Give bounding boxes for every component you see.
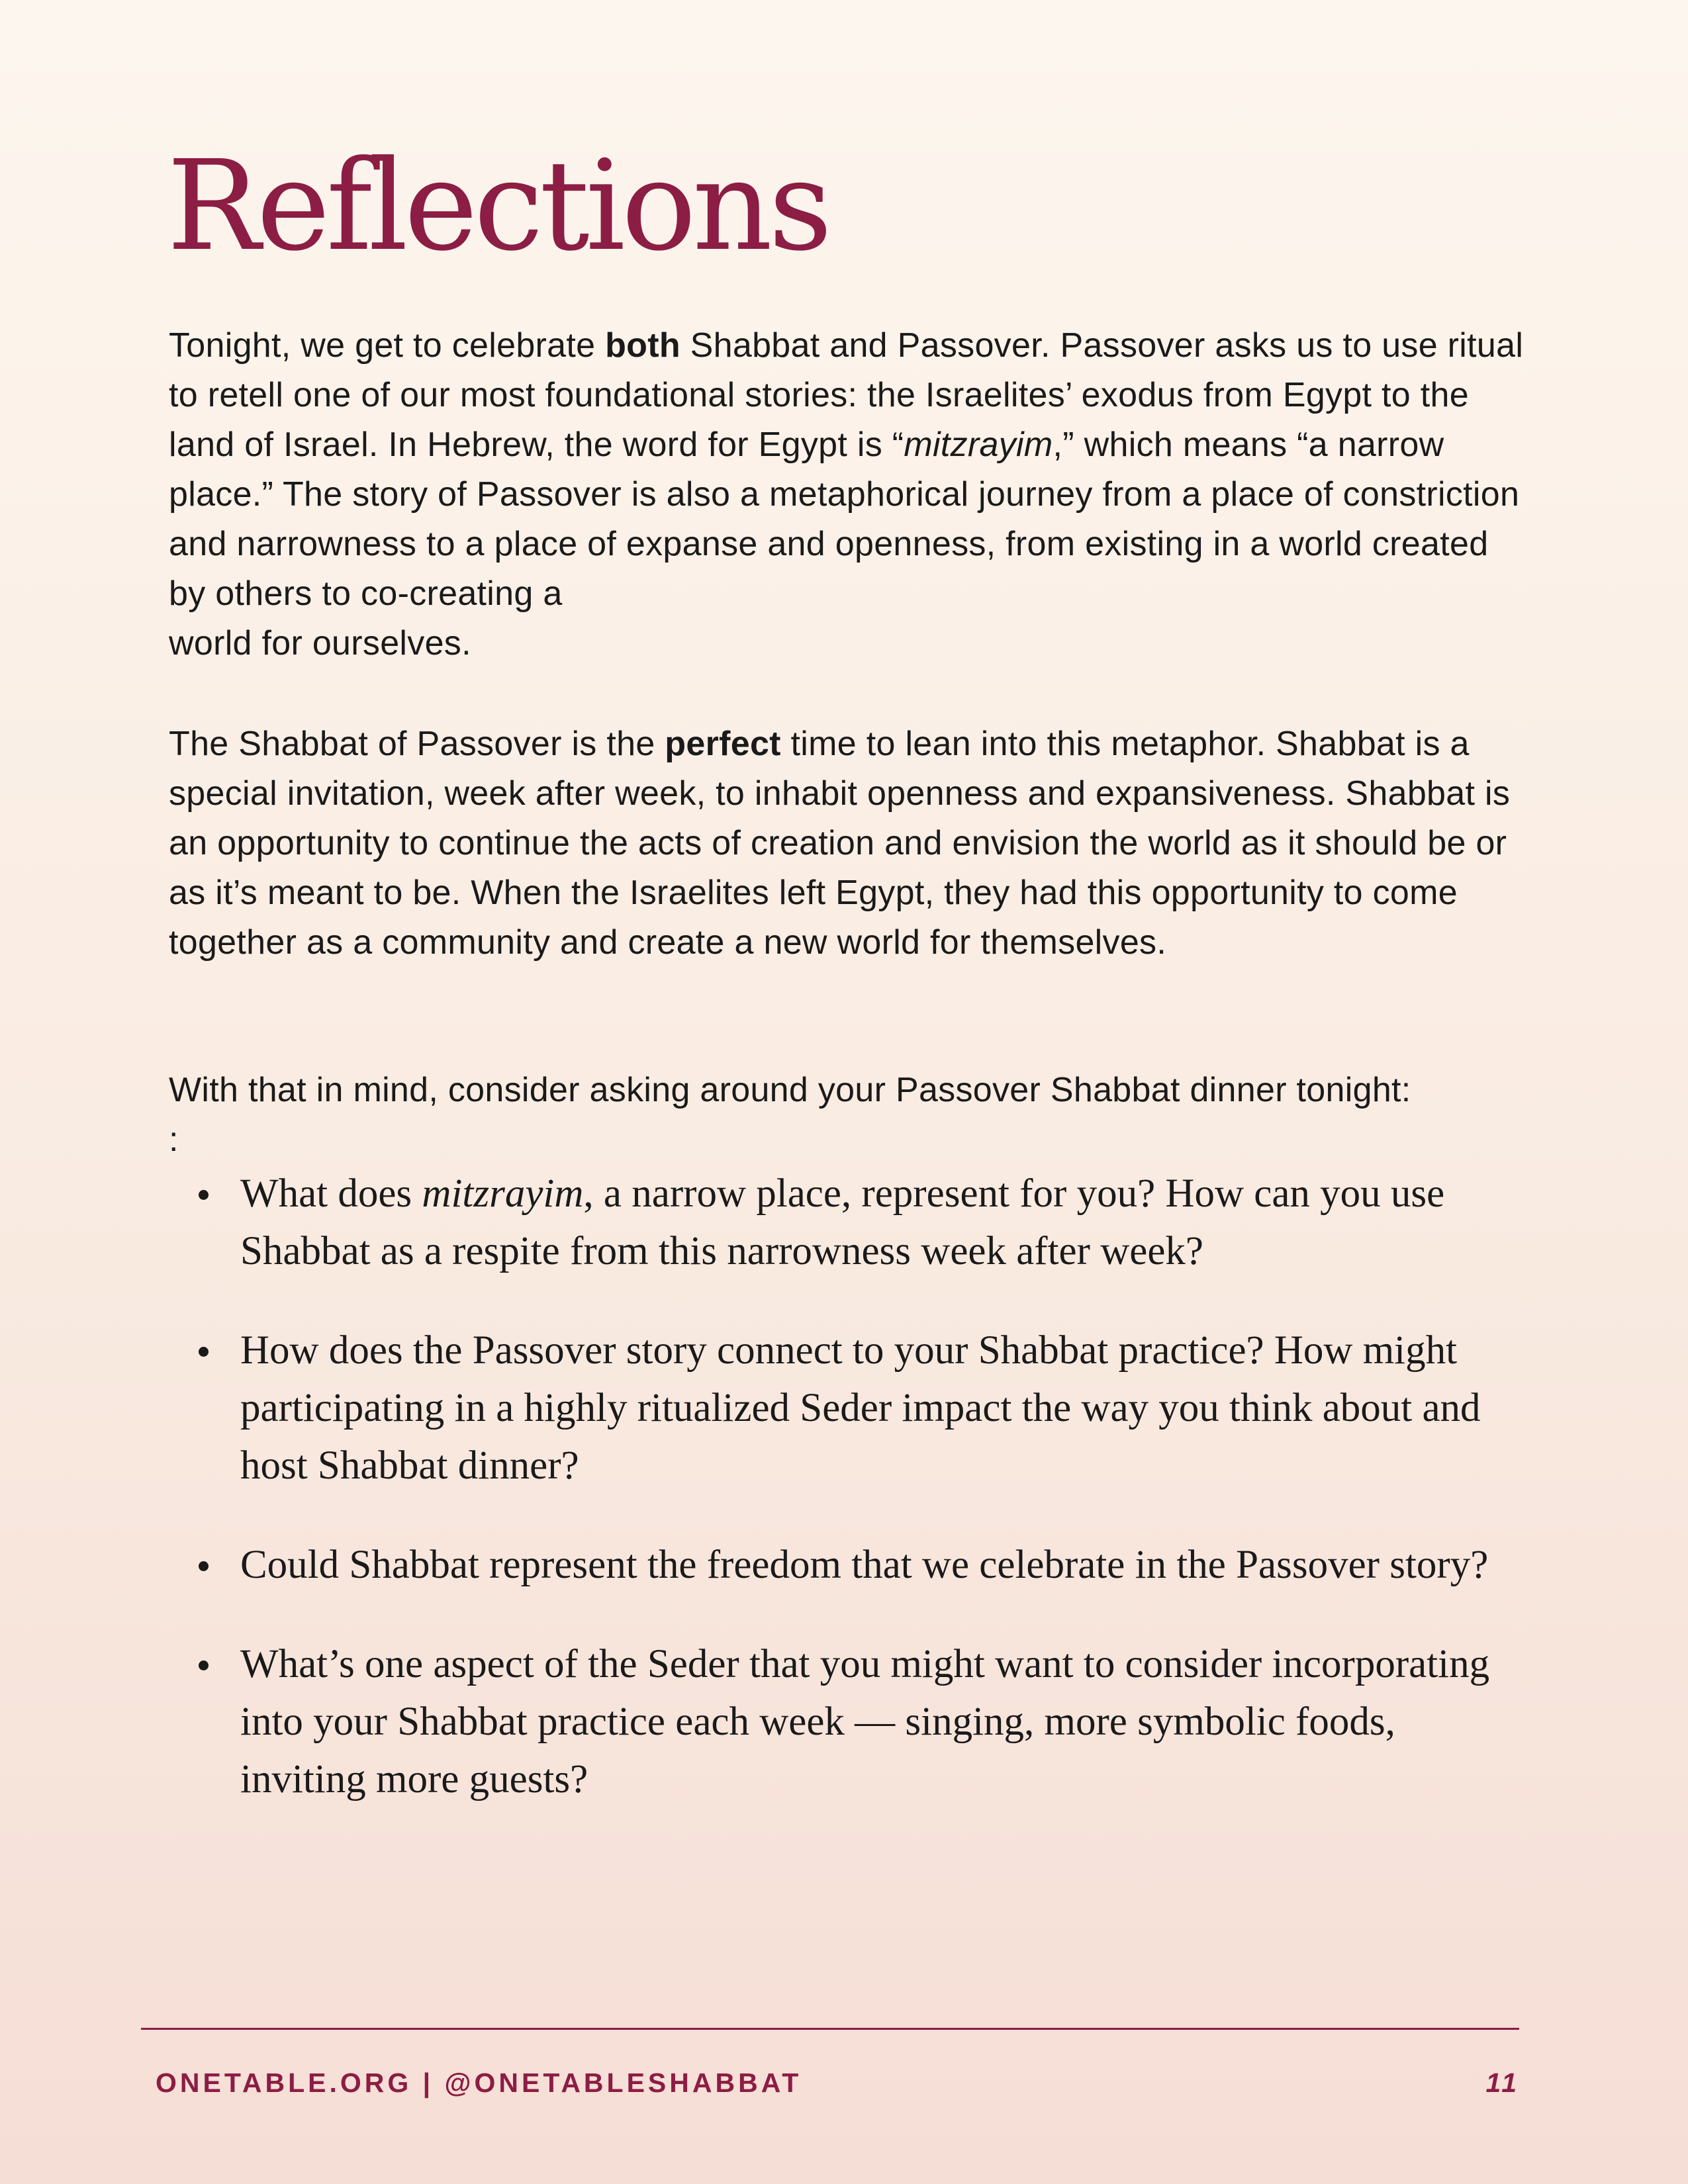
trailing-colon: : bbox=[169, 1120, 179, 1159]
emphasis-bold: perfect bbox=[665, 725, 781, 763]
bullet-icon bbox=[199, 1190, 209, 1200]
question-text: What’s one aspect of the Seder that you might want to consider incorporating into your Shabbat practice each week — singing, more symbolic foods, inviting more guests? bbox=[240, 1642, 1490, 1801]
reflection-questions-list bbox=[199, 1165, 1516, 1808]
bullet-icon bbox=[199, 1347, 209, 1357]
page-number: 11 bbox=[1485, 2068, 1519, 2098]
emphasis-bold: both bbox=[605, 326, 680, 365]
paragraph-text: world for ourselves. bbox=[169, 624, 471, 662]
list-item bbox=[199, 1322, 1516, 1494]
prompt-paragraph bbox=[169, 1066, 1532, 1165]
question-text: What does bbox=[240, 1171, 422, 1216]
bullet-icon bbox=[199, 1661, 209, 1670]
list-item bbox=[199, 1165, 1516, 1280]
question-text: How does the Passover story connect to your Shabbat practice? How might participating in a highly ritualized Seder impact the way you think about and host Shabbat dinner? bbox=[240, 1328, 1481, 1488]
list-item bbox=[199, 1635, 1516, 1808]
paragraph-text: Tonight, we get to celebrate bbox=[169, 326, 606, 365]
intro-paragraph bbox=[169, 321, 1532, 668]
emphasis-italic: mitzrayim bbox=[904, 426, 1053, 464]
paragraph-text: ,” which means “a narrow place.” The story of Passover is also a metaphorical journey from a place of constriction and narrowness to a place of expanse and openness, from existing in a world created by others to co-creating a bbox=[169, 426, 1520, 613]
metaphor-paragraph bbox=[169, 719, 1532, 968]
paragraph-text: The Shabbat of Passover is the bbox=[169, 725, 665, 763]
bullet-icon bbox=[199, 1561, 209, 1571]
paragraph-text: time to lean into this metaphor. Shabbat is a special invitation, week after week, to inhabit openness and expansiveness. Shabbat is an opportunity to continue the acts of creation and envision the world as it should be or as it’s meant to be. When the Israelites left Egypt, they had this opportunity to come together as a community and create a new world for themselves. bbox=[169, 725, 1511, 962]
question-text: , a narrow place, represent for you? How can you use Shabbat as a respite from this narrowness week after week? bbox=[240, 1171, 1445, 1273]
question-text: Could Shabbat represent the freedom that we celebrate in the Passover story? bbox=[240, 1543, 1489, 1587]
footer-divider bbox=[141, 2028, 1519, 2030]
footer-site-link[interactable]: ONETABLE.ORG | @ONETABLESHABBAT bbox=[156, 2068, 802, 2098]
paragraph-text: Shabbat and Passover. Passover asks us to use ritual to retell one of our most foundational stories: the Israelites’ exodus from Egypt to the land of Israel. In Hebrew, the word for Egypt is “ bbox=[169, 326, 1524, 464]
emphasis-italic: mitzrayim bbox=[422, 1171, 584, 1216]
page-title: Reflections bbox=[167, 134, 829, 279]
paragraph-text: With that in mind, consider asking around your Passover Shabbat dinner tonight: bbox=[169, 1071, 1411, 1109]
list-item bbox=[199, 1536, 1516, 1594]
